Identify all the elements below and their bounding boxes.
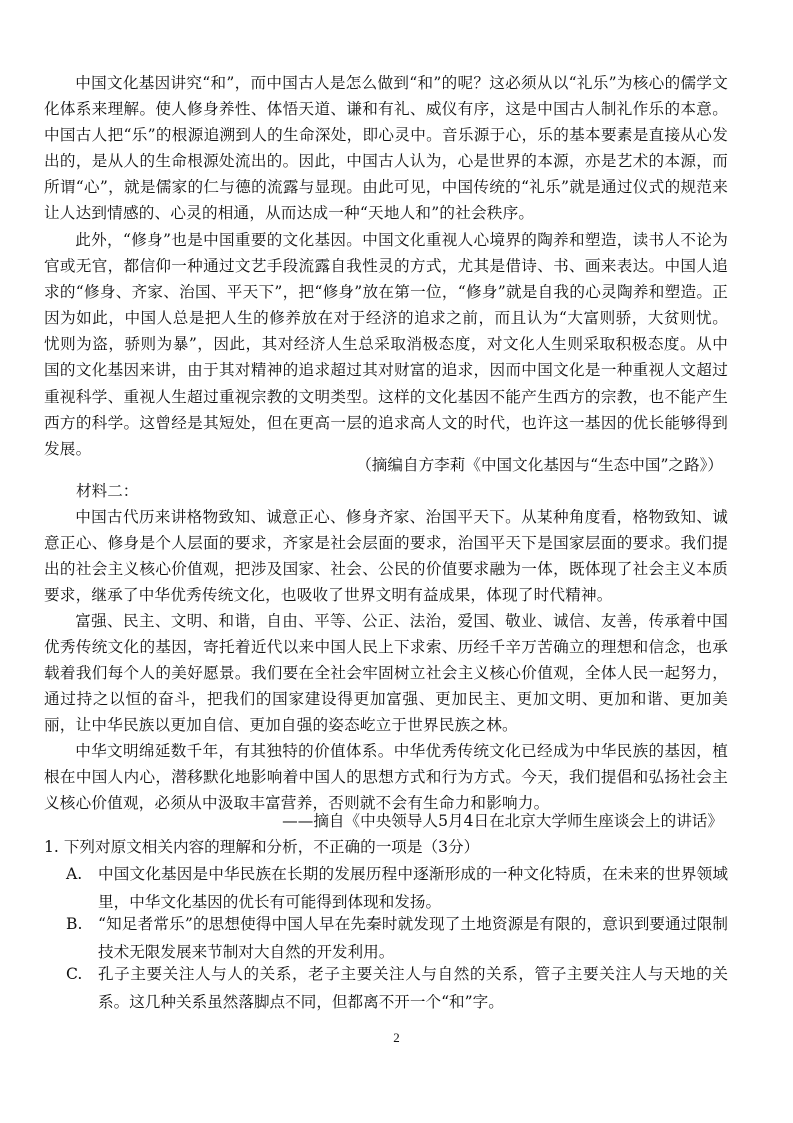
source-citation-1: （摘编自方李莉《中国文化基因与“生态中国”之路》） (356, 456, 723, 474)
paragraph-li-yue: 中国文化基因讲究“和”，而中国古人是怎么做到“和”的呢？这必须从以“礼乐”为核心的儒学文化体系来理解。使人修身养性、体悟天道、谦和有礼、威仪有序，这是中国古人制礼作乐的本意。中国古人把“乐”的根源追溯到人的生命深处，即心灵中。音乐源于心，乐的基本要素是直接从心发出的，是从人的生命根源处流出的。因此，中国古人认为，心是世界的本源，亦是艺术的本源，而所谓“心”，就是儒家的仁与德的流露与显现。由此可见，中国传统的“礼乐”就是通过仪式的规范来让人达到情感的、心灵的相通，从而达成一种“天地人和”的社会秩序。 (44, 74, 728, 223)
option-c-letter: C. (66, 965, 83, 983)
option-b-text: “知足者常乐”的思想使得中国人早在先秦时就发现了土地资源是有限的，意识到要通过限制技术无限发展来节制对大自然的开发利用。 (98, 915, 728, 961)
material-two-label: 材料二： (76, 482, 139, 500)
page-number: 2 (393, 1030, 400, 1045)
option-a[interactable] (66, 860, 728, 916)
option-c[interactable] (66, 960, 728, 1016)
paragraph-xiu-shen: 此外，“修身”也是中国重要的文化基因。中国文化重视人心境界的陶养和塑造，读书人不论为官或无官，都信仰一种通过文艺手段流露自我性灵的方式，尤其是借诗、书、画来表达。中国人追求的“修身、齐家、治国、平天下”，把“修身”放在第一位，“修身”就是自我的心灵陶养和塑造。正因为如此，中国人总是把人生的修养放在对于经济的追求之前，而且认为“大富则骄，大贫则忧。忧则为盗，骄则为暴”，因此，其对经济人生总采取消极态度，对文化人生则采取积极态度。从中国的文化基因来讲，由于其对精神的追求超过其对财富的追求，因而中国文化是一种重视人文超过重视科学、重视人生超过重视宗教的文明类型。这样的文化基因不能产生西方的宗教，也不能产生西方的科学。这曾经是其短处，但在更高一层的追求高人文的时代，也许这一基因的优长能够得到发展。 (44, 231, 728, 458)
option-c-text: 孔子主要关注人与人的关系，老子主要关注人与自然的关系，管子主要关注人与天地的关系。这几种关系虽然落脚点不同，但都离不开一个“和”字。 (98, 965, 728, 1011)
option-a-letter: A. (66, 865, 83, 883)
question-1-stem: 1. 下列对原文相关内容的理解和分析，不正确的一项是（3分） (44, 838, 480, 856)
paragraph-civilization: 中华文明绵延数千年，有其独特的价值体系。中华优秀传统文化已经成为中华民族的基因，植根在中国人内心，潜移默化地影响着中国人的思想方式和行为方式。今天，我们提倡和弘扬社会主义核心价值观，必须从中汲取丰富营养，否则就不会有生命力和影响力。 (44, 742, 728, 813)
option-b-letter: B. (66, 915, 83, 933)
option-a-text: 中国文化基因是中华民族在长期的发展历程中逐渐形成的一种文化特质，在未来的世界领域里，中华文化基因的优长有可能得到体现和发扬。 (98, 865, 728, 911)
option-b[interactable] (66, 910, 728, 966)
source-citation-2: ——摘自《中央领导人5月4日在北京大学师生座谈会上的讲话》 (282, 812, 723, 830)
paragraph-core-values: 富强、民主、文明、和谐，自由、平等、公正、法治，爱国、敬业、诚信、友善，传承着中国优秀传统文化的基因，寄托着近代以来中国人民上下求索、历经千辛万苦确立的理想和信念，也承载着我们每个人的美好愿景。我们要在全社会牢固树立社会主义核心价值观，全体人民一起努力，通过持之以恒的奋斗，把我们的国家建设得更加富强、更加民主、更加文明、更加和谐、更加美丽，让中华民族以更加自信、更加自强的姿态屹立于世界民族之林。 (44, 612, 728, 735)
paragraph-ge-wu-zhi-zhi: 中国古代历来讲格物致知、诚意正心、修身齐家、治国平天下。从某种角度看，格物致知、诚意正心、修身是个人层面的要求，齐家是社会层面的要求，治国平天下是国家层面的要求。我们提出的社会主义核心价值观，把涉及国家、社会、公民的价值要求融为一体，既体现了社会主义本质要求，继承了中华优秀传统文化，也吸收了世界文明有益成果，体现了时代精神。 (44, 508, 728, 605)
